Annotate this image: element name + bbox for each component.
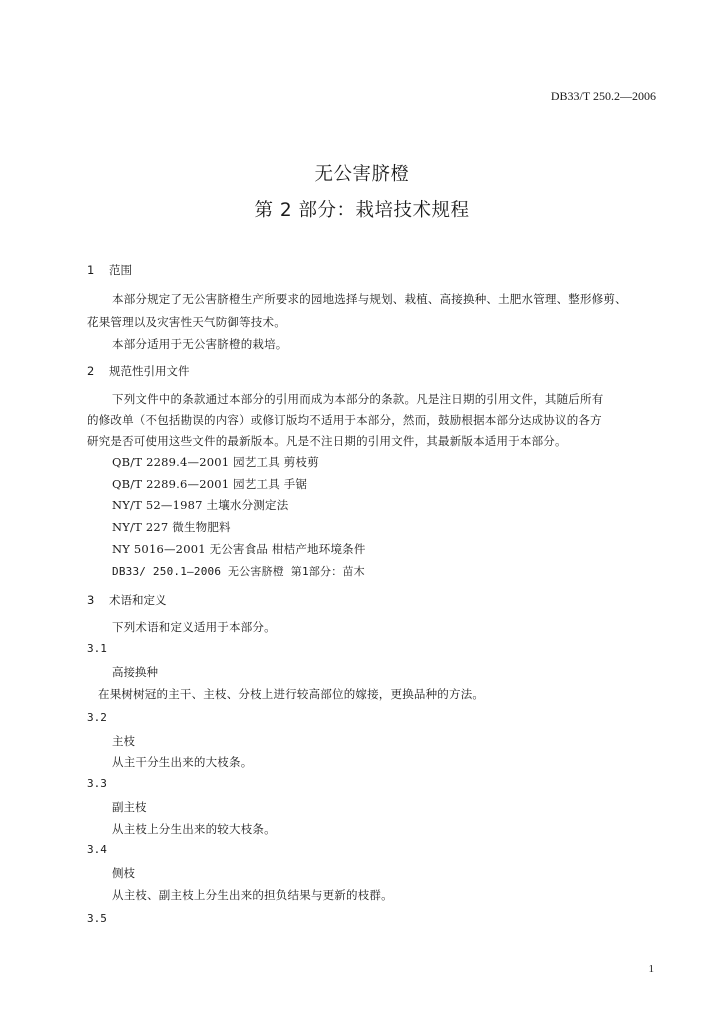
section-number: 3	[87, 593, 95, 607]
reference-item: QB/T 2289.6—2001 园艺工具 手锯	[112, 477, 308, 491]
section-title: 规范性引用文件	[109, 364, 190, 378]
term-title: 主枝	[112, 734, 135, 748]
section-number: 2	[87, 364, 95, 378]
term-definition: 从主枝上分生出来的较大枝条。	[112, 822, 276, 836]
section-1-heading	[87, 262, 132, 278]
reference-item: DB33/ 250.1—2006 无公害脐橙 第1部分：苗木	[112, 565, 365, 578]
section-title: 术语和定义	[109, 593, 167, 607]
term-number: 3.5	[87, 912, 107, 925]
section-title: 范围	[109, 263, 132, 277]
term-title: 副主枝	[112, 800, 147, 814]
document-code: DB33/T 250.2—2006	[550, 89, 656, 103]
document-title: 无公害脐橙	[314, 164, 410, 185]
term-number: 3.4	[87, 843, 107, 856]
paragraph-line: 下列术语和定义适用于本部分。	[112, 620, 276, 634]
term-definition: 从主干分生出来的大枝条。	[112, 755, 253, 769]
reference-item: NY/T 52—1987 土壤水分测定法	[112, 498, 289, 512]
reference-item: NY/T 227 微生物肥料	[112, 520, 231, 534]
paragraph-line: 研究是否可使用这些文件的最新版本。凡是不注日期的引用文件，其最新版本适用于本部分。	[87, 434, 567, 448]
section-3-heading	[87, 592, 167, 608]
paragraph-line: 本部分适用于无公害脐橙的栽培。	[112, 337, 288, 351]
paragraph-line: 花果管理以及灾害性天气防御等技术。	[87, 315, 286, 329]
paragraph-line: 的修改单（不包括勘误的内容）或修订版均不适用于本部分，然而，鼓励根据本部分达成协议的各方	[87, 413, 602, 427]
term-number: 3.3	[87, 777, 107, 790]
term-title: 高接换种	[112, 665, 158, 679]
term-title: 侧枝	[112, 866, 135, 880]
section-2-heading	[87, 363, 190, 379]
paragraph-line: 下列文件中的条款通过本部分的引用而成为本部分的条款。凡是注日期的引用文件，其随后所有	[112, 392, 604, 406]
reference-item: QB/T 2289.4—2001 园艺工具 剪枝剪	[112, 455, 319, 469]
reference-item: NY 5016—2001 无公害食品 柑桔产地环境条件	[112, 542, 366, 556]
term-definition: 在果树树冠的主干、主枝、分枝上进行较高部位的嫁接，更换品种的方法。	[98, 687, 485, 701]
section-number: 1	[87, 263, 95, 277]
document-subtitle: 第 2 部分：栽培技术规程	[254, 200, 470, 221]
term-definition: 从主枝、副主枝上分生出来的担负结果与更新的枝群。	[112, 888, 393, 902]
term-number: 3.2	[87, 711, 107, 724]
page-number: 1	[648, 963, 654, 975]
term-number: 3.1	[87, 642, 107, 655]
paragraph-line: 本部分规定了无公害脐橙生产所要求的园地选择与规划、栽植、高接换种、土肥水管理、整形修剪、	[112, 292, 627, 306]
